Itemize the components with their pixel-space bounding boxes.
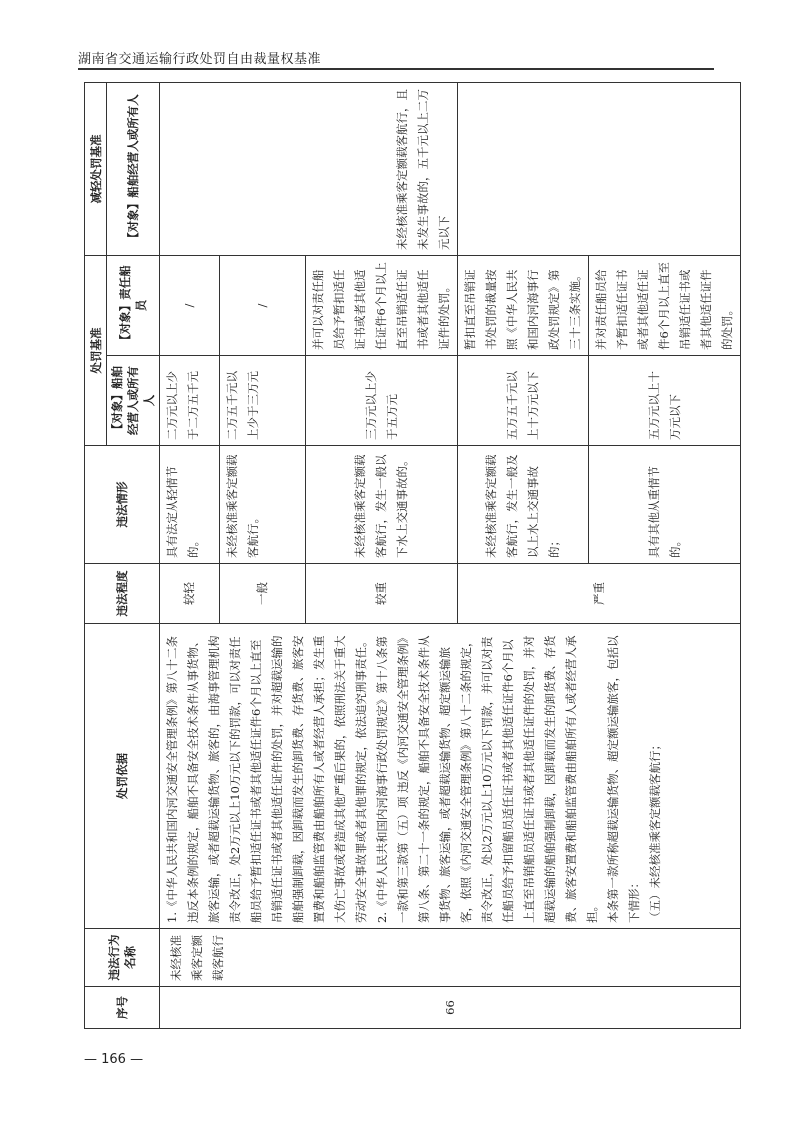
- owner-penalty-3: 三万元以上少于五万元: [306, 356, 458, 446]
- basis-paragraph-3: 本条第一款所称超载运输货物、超定额运输旅客，包括以下情形：: [606, 635, 641, 923]
- mitigate-empty: [458, 83, 741, 256]
- basis-paragraph-4: （五）未经核准乘客定额载客航行；: [648, 739, 662, 923]
- degree-4: 严重: [458, 564, 741, 624]
- crew-penalty-1: /: [160, 256, 220, 356]
- row-basis: [160, 624, 741, 929]
- header-name: 违法行为名称: [85, 929, 160, 987]
- mitigate-owner: 未经核准乘客定额载客航行，且未发生事故的，五千元以上二万元以下: [160, 83, 458, 256]
- situation-3: 未经核准乘客定额载客航行，发生一般以下水上交通事故的。: [306, 446, 458, 564]
- header-crew: 【对象】责任船员: [107, 256, 160, 356]
- header-basis: 处罚依据: [85, 624, 160, 929]
- penalty-table-container: [84, 83, 734, 1029]
- header-seq: 序号: [85, 987, 160, 1029]
- row-violation-name: 未经核准乘客定额载客航行: [160, 929, 741, 987]
- header-penalty-std: 处罚基准: [85, 256, 107, 446]
- owner-penalty-4: 五万五千元以上十万元以下: [458, 356, 589, 446]
- penalty-standard-table: [84, 82, 741, 1029]
- basis-paragraph-2: 2.《中华人民共和国内河海事行政处罚规定》第十八条第一款和第三款第（五）项 违反《内河交通安全管理条例》第八条、第二十一条的规定，船舶不具备安全技术条件从事货物、旅客运输，或者超载运输货物、超定额运输旅客，依照《内河交通安全管理条例》第八十二条的规定，责令改正，处以2万元以上10万元以下罚款，并可以对责任船员给予扣留船员适任证书或者其他适任证件6个月以上直至吊销船员适任证书或者其他适任证件的处罚，并对超载运输的船舶强制卸载，因卸载而发生的卸货费、存货费、旅客安置费和船舶监管费由船舶所有人或者经营人承担。: [375, 631, 599, 923]
- situation-4: 未经核准乘客定额载客航行，发生一般及以上水上交通事故的；: [458, 446, 589, 564]
- crew-penalty-5: 并对责任船员给予暂扣适任证书或者其他适任证件6个月以上直至吊销适任证书或者其他适任证件的处罚。: [589, 256, 741, 356]
- degree-3: 较重: [306, 564, 458, 624]
- degree-2: 一般: [220, 564, 306, 624]
- degree-1: 较轻: [160, 564, 220, 624]
- page-header-title: 湖南省交通运输行政处罚自由裁量权基准: [78, 52, 322, 67]
- header-mitigate-std: 减轻处罚基准: [85, 83, 107, 256]
- header-owner: 【对象】船舶经营人或所有人: [107, 356, 160, 446]
- page-number: — 166 —: [84, 1052, 144, 1067]
- basis-paragraph-1: 1.《中华人民共和国内河交通安全管理条例》第八十二条 违反本条例的规定，船舶不具备安全技术条件从事货物、旅客运输，或者超载运输货物、旅客的，由海事管理机构责令改正，处2万元以上10万元以下的罚款，可以对责任船员给予暂扣适任证书或者其他适任证件6个月以上直至吊销适任证书或者其他适任证件的处罚，并对超载运输的船舶强制卸载，因卸载而发生的卸货费、存货费、旅客安置费和船舶监管费由船舶所有人或者经营人承担；发生重大伤亡事故或者造成其他严重后果的，依照刑法关于重大劳动安全事故罪或者其他罪的规定，依法追究刑事责任。: [165, 635, 368, 923]
- row-seq: 66: [160, 987, 741, 1029]
- owner-penalty-2: 二万五千元以上少于三万元: [220, 356, 306, 446]
- owner-penalty-1: 二万元以上少于二万五千元: [160, 356, 220, 446]
- header-divider: [78, 68, 714, 70]
- header-mitigate-owner: 【对象】船舶经营人或所有人: [107, 83, 160, 256]
- crew-penalty-2: /: [220, 256, 306, 356]
- crew-penalty-4: 暂扣直至吊销证书处罚的裁量按照《中华人民共和国内河海事行政处罚规定》第三十三条实施。: [458, 256, 589, 356]
- situation-1: 具有法定从轻情节的。: [160, 446, 220, 564]
- crew-penalty-3: 并可以对责任船员给予暂扣适任证书或者其他适任证件6个月以上直至吊销适任证书或者其他适任证件的处罚。: [306, 256, 458, 356]
- situation-2: 未经核准乘客定额载客航行。: [220, 446, 306, 564]
- header-situation: 违法情形: [85, 446, 160, 564]
- owner-penalty-5: 五万元以上十万元以下: [589, 356, 741, 446]
- situation-5: 具有其他从重情节的。: [589, 446, 741, 564]
- header-degree: 违法程度: [85, 564, 160, 624]
